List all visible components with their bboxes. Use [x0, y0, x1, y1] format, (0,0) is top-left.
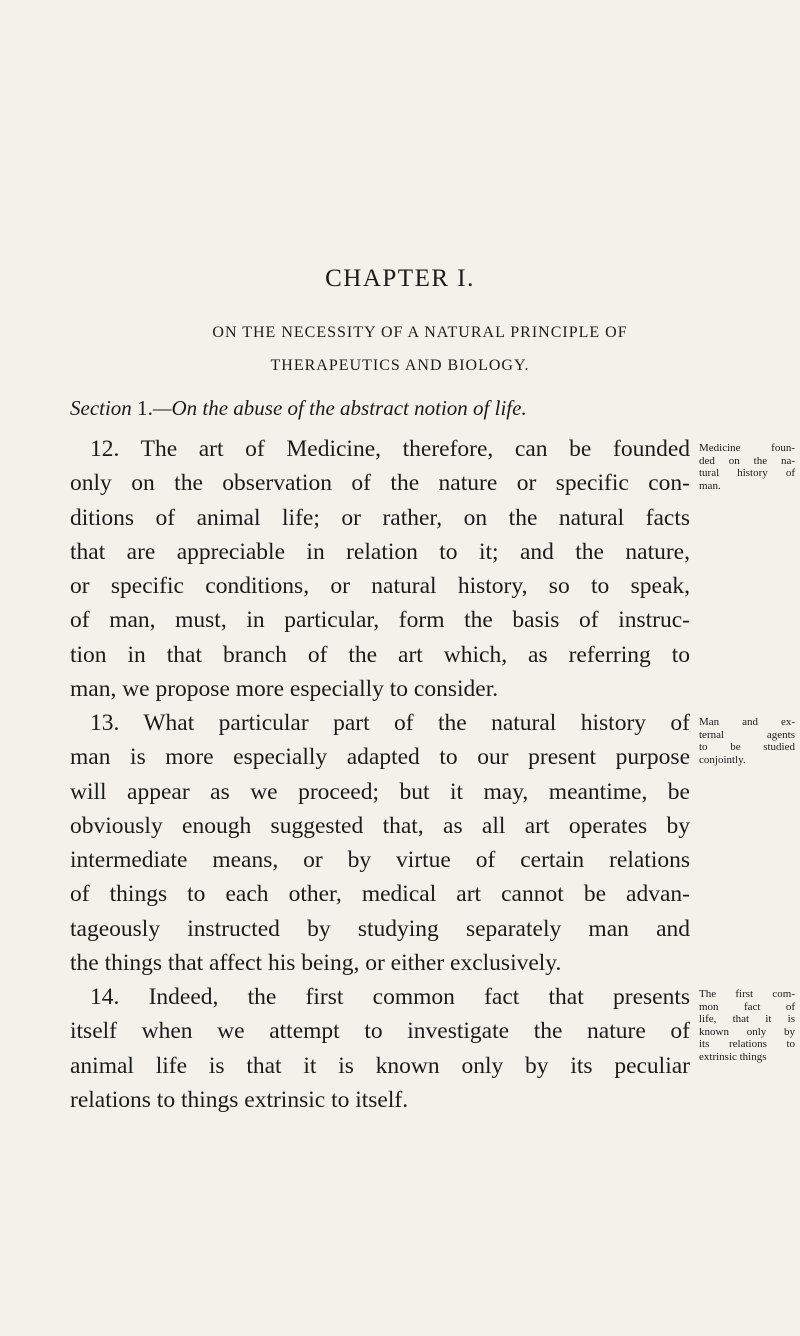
paragraph-14: [70, 980, 690, 1117]
text-line: 14. Indeed, the first common fact that presents: [90, 984, 690, 1010]
chapter-subtitle-line-1: ON THE NECESSITY OF A NATURAL PRINCIPLE OF: [212, 324, 628, 341]
margin-note-line: to be studied: [699, 741, 795, 753]
margin-note-line: known only by: [699, 1025, 795, 1038]
text-line: obviously enough suggested that, as all art operates by: [70, 812, 690, 839]
margin-note-line: mon fact of: [699, 1000, 795, 1013]
section-label: Section: [70, 396, 132, 420]
text-line: of man, must, in particular, form the basis of instruc-: [70, 607, 690, 634]
text-line: ditions of animal life; or rather, on the natural facts: [70, 504, 690, 531]
text-line: animal life is that it is known only by its peculiar: [70, 1052, 690, 1079]
chapter-title: CHAPTER I.: [325, 265, 475, 292]
text-line: that are appreciable in relation to it; and the nature,: [70, 538, 690, 565]
text-line: itself when we attempt to investigate the nature of: [70, 1018, 690, 1045]
margin-note-first-common-fact: [699, 988, 795, 1063]
chapter-subtitle-line-2: THERAPEUTICS AND BIOLOGY.: [270, 357, 530, 374]
margin-note-line: tural history of: [699, 467, 795, 479]
text-line: intermediate means, or by virtue of certain relations: [70, 847, 690, 874]
section-number: 1.: [137, 396, 153, 420]
margin-note-line: conjointly.: [699, 753, 746, 766]
text-line: the things that affect his being, or either exclusively.: [70, 950, 562, 977]
text-line: man is more especially adapted to our present purpose: [70, 744, 690, 771]
margin-note-line: man.: [699, 479, 721, 492]
margin-note-line: The first com-: [699, 988, 795, 1000]
text-line: will appear as we proceed; but it may, meantime, be: [70, 778, 690, 805]
section-title: —On the abuse of the abstract notion of life.: [152, 396, 527, 420]
margin-note-medicine-founded: [699, 442, 795, 492]
margin-note-line: ded on the na-: [699, 454, 795, 467]
text-line: of things to each other, medical art cannot be advan-: [70, 881, 690, 908]
text-line: man, we propose more especially to consider.: [70, 676, 499, 703]
margin-note-line: ternal agents: [699, 728, 795, 741]
margin-note-line: life, that it is: [699, 1013, 795, 1025]
section-heading: [70, 396, 760, 421]
text-line: tion in that branch of the art which, as referring to: [70, 641, 690, 668]
text-line: 13. What particular part of the natural history of: [90, 710, 690, 736]
text-line: only on the observation of the nature or specific con-: [70, 470, 690, 497]
margin-note-line: extrinsic things: [699, 1050, 767, 1063]
text-line: or specific conditions, or natural history, so to speak,: [70, 573, 690, 600]
margin-note-line: Medicine foun-: [699, 442, 795, 454]
text-line: tageously instructed by studying separately man and: [70, 915, 690, 942]
paragraph-12: [70, 432, 690, 706]
margin-note-line: its relations to: [699, 1038, 795, 1050]
margin-note-line: Man and ex-: [699, 716, 795, 728]
text-line: relations to things extrinsic to itself.: [70, 1086, 409, 1113]
paragraph-13: [70, 706, 690, 980]
text-line: 12. The art of Medicine, therefore, can be founded: [90, 436, 690, 462]
margin-note-man-and-external-agents: [699, 716, 795, 766]
